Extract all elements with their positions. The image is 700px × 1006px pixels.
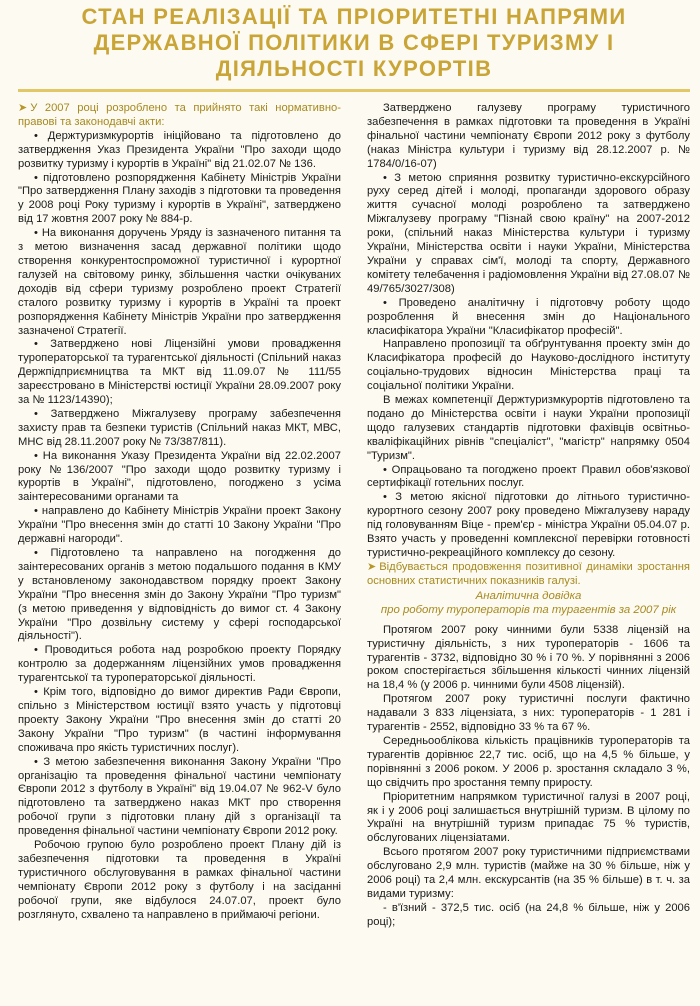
highlight-text: Відбувається продовження позитивної динаміки зростання основних статистичних показників галузі. xyxy=(367,560,690,587)
body-paragraph: • Проведено аналітичну і підготовчу роботу щодо розроблення й внесення змін до Національного класифікатора України "Класифікатор професій". xyxy=(367,296,690,337)
body-paragraph: • Крім того, відповідно до вимог директив Ради Європи, спільно з Міністерством юстиції взято участь у підготовці проекту Закону України "Про внесення змін до статті 20 Закону України "Про туризм" (в частині інформування споживача про якість туристичних послуг). xyxy=(18,686,341,754)
body-paragraph: В межах компетенції Держтуризмкурортів підготовлено та подано до Міністерства освіти і науки України пропозиції щодо галузевих стандартів підготовки фахівців освітньо-кваліфікаційних рівнів "спеціаліст", "магістр" напрямку 0504 "Туризм". xyxy=(367,394,690,462)
body-paragraph: • направлено до Кабінету Міністрів України проект Закону України "Про внесення змін до статті 10 Закону України "Про державні нагороди". xyxy=(18,505,341,546)
body-paragraph: Пріоритетним напрямком туристичної галузі в 2007 році, як і у 2006 році залишається внутрішній туризм. В цілому по Україні на внутрішній туризм припадає 75 % туристів, обслугованих ліцензіатами. xyxy=(367,790,690,845)
body-paragraph: • З метою забезпечення виконання Закону України "Про організацію та проведення фінальної частини чемпіонату Європи 2012 з футболу в Україні" від 19.04.07 № 962-V було підготовлено та затверджено наказ МКТ про створення робочої групи з підготовки плану дій з організації та проведення фінальної частини чемпіонату Європи 2012 року. xyxy=(18,755,341,838)
body-paragraph: • Затверджено Міжгалузеву програму забезпечення захисту прав та безпеки туристів (Спільний наказ МКТ, МВС, МНС від 28.11.2007 року № 73/387/811). xyxy=(18,407,341,448)
highlight-paragraph xyxy=(367,561,690,589)
highlight-text: У 2007 році розроблено та прийнято такі нормативно-правові та законодавчі акти: xyxy=(18,102,341,128)
body-paragraph: • З метою сприяння розвитку туристично-екскурсійного руху серед дітей і молоді, пропаганди здорового образу життя сучасної молоді розроблено та затверджено Міжгалузеву програму "Пізнай свою країну" на 2007-2012 роки, (спільний наказ Міністерства культури і туризму України, Міністерства освіти і науки України, Міністерства України у справах сім'ї, молоді та спорту, Державного комітету телебачення і радіомовлення України від 27.08.07 № 49/765/3027/308) xyxy=(367,171,690,295)
arrow-icon: ➤ xyxy=(367,560,377,573)
body-paragraph: Робочою групою було розроблено проект Плану дій із забезпечення підготовки та проведення в Україні туристичного обслуговування в рамках фінальної частини чемпіонату Європи 2012 року з футболу і на засіданні робочої групи, яке відбулося 24.07.07, проект було розглянуто, схвалено та направлено в приймаючі регіони. xyxy=(18,839,341,921)
body-paragraph: • З метою якісної підготовки до літнього туристично-курортного сезону 2007 року проведено Міжгалузеву нараду під головуванням Віце - прем'єр - міністра України 05.04.07 р. Взято участь у проведенні комплексної перевірки готовності туристично-рекреаційного комплексу до сезону. xyxy=(367,491,690,559)
body-paragraph: Середньооблікова кількість працівників туроператорів та турагентів дорівнює 22,7 тис. осіб, що на 4,5 % більше, у порівнянні з 2006 роком. У 2006 р. зростання складало 3 %, що свідчить про зростання темпу приросту. xyxy=(367,734,690,789)
body-paragraph: Всього протягом 2007 року туристичними підприємствами обслуговано 2,9 млн. туристів (майже на 30 % більше, ніж у 2006 році) та 2,4 млн. екскурсантів (на 35 % більше) в т. ч. за видами туризму: xyxy=(367,846,690,900)
body-paragraph: • підготовлено розпорядження Кабінету Міністрів України "Про затвердження Плану заходів з підготовки та проведення у 2008 році Року туризму і курортів в Україні", затверджено від 17 жовтня 2007 року № 884-р. xyxy=(18,171,341,226)
section-subtitle: про роботу туроператорів та турагентів за 2007 рік xyxy=(380,604,677,617)
highlight-paragraph xyxy=(18,102,341,130)
page-title: СТАН РЕАЛІЗАЦІЇ ТА ПРІОРИТЕТНІ НАПРЯМИ ДЕРЖАВНОЇ ПОЛІТИКИ В СФЕРІ ТУРИЗМУ І ДІЯЛЬНОСТІ КУРОРТІВ xyxy=(81,4,627,81)
arrow-icon: ➤ xyxy=(18,102,28,114)
body-paragraph: - в'їзний - 372,5 тис. осіб (на 24,8 % більше, ніж у 2006 році); xyxy=(367,901,690,928)
body-paragraph: • Підготовлено та направлено на погодження до заінтересованих органів з метою подальшого подання в КМУ у встановленому законодавством порядку проект Закону України "Про внесення змін до Закону України "Про туризм" (з метою приведення у відповідність до вимог ст. 4 Закону України "Про дозвільну систему у сфері господарської діяльності"). xyxy=(18,547,341,643)
body-paragraph: • Держтуризмкурортів ініційовано та підготовлено до затвердження Указ Президента України "Про заходи щодо розвитку туризму і курортів в Україні" від 21.02.07 № 136. xyxy=(18,129,341,170)
left-column xyxy=(18,102,341,930)
article-columns xyxy=(18,102,690,930)
right-column xyxy=(367,102,690,930)
body-paragraph: Направлено пропозиції та обґрунтування проекту змін до Класифікатора професій до Науково-дослідного інституту соціально-трудових відносин Міністерства праці та соціальної політики України. xyxy=(367,338,690,393)
body-paragraph: • На виконання доручень Уряду із зазначеного питання та з метою визначення засад державної політики щодо створення конкурентоспроможної туристичної і курортної галузей на світовому ринку, збільшення частки очікуваних доходів від сфери туризму розроблено проект Стратегії сталого розвитку туризму і курортів в Україні та проект розпорядження Кабінету Міністрів України про затвердження зазначеної Стратегії. xyxy=(18,227,341,337)
body-paragraph: • Проводиться робота над розробкою проекту Порядку контролю за додержанням ліцензійних умов провадження турагентської та туроператорської діяльності. xyxy=(18,644,341,685)
body-paragraph: Протягом 2007 року туристичні послуги фактично надавали 3 833 ліцензіата, з них: туроператорів - 1 281 і турагентів - 2552, відповідно 33 % та 67 %. xyxy=(367,693,690,734)
body-paragraph: Затверджено галузеву програму туристичного забезпечення в рамках підготовки та проведення в Україні фінальної частини чемпіонату Європи 2012 року з футболу (наказ Міністра культури і туризму від 28.12.2007 р. № 1784/0/16-07) xyxy=(367,102,690,170)
body-paragraph: • Опрацьовано та погоджено проект Правил обов'язкової сертифікації готельних послуг. xyxy=(367,463,690,490)
body-paragraph: Протягом 2007 року чинними були 5338 ліцензій на туристичну діяльність, з них туроператорів - 1606 та турагентів - 3732, відповідно 30 % і 70 %. У порівнянні з 2006 роком спостерігається збільшення кількості чинних ліцензій на 18,4 % (у 2006 р. чинними були 4508 ліцензій). xyxy=(367,623,690,692)
title-divider xyxy=(18,89,690,92)
body-paragraph: • На виконання Указу Президента України від 22.02.2007 року №136/2007 "Про заходи щодо розвитку туризму і курортів в Україні", підготовлено, погоджено з усіма заінтересованими органами та xyxy=(18,449,341,504)
section-subtitle: Аналітична довідка xyxy=(475,589,582,602)
body-paragraph: • Затверджено нові Ліцензійні умови провадження туроператорської та турагентської діяльності (Спільний наказ Держпідприємництва та МКТ від 11.09.07 № 111/55 зареєстровано в Міністерстві юстиції України 28.09.2007 року за № 1123/14390); xyxy=(18,338,341,407)
